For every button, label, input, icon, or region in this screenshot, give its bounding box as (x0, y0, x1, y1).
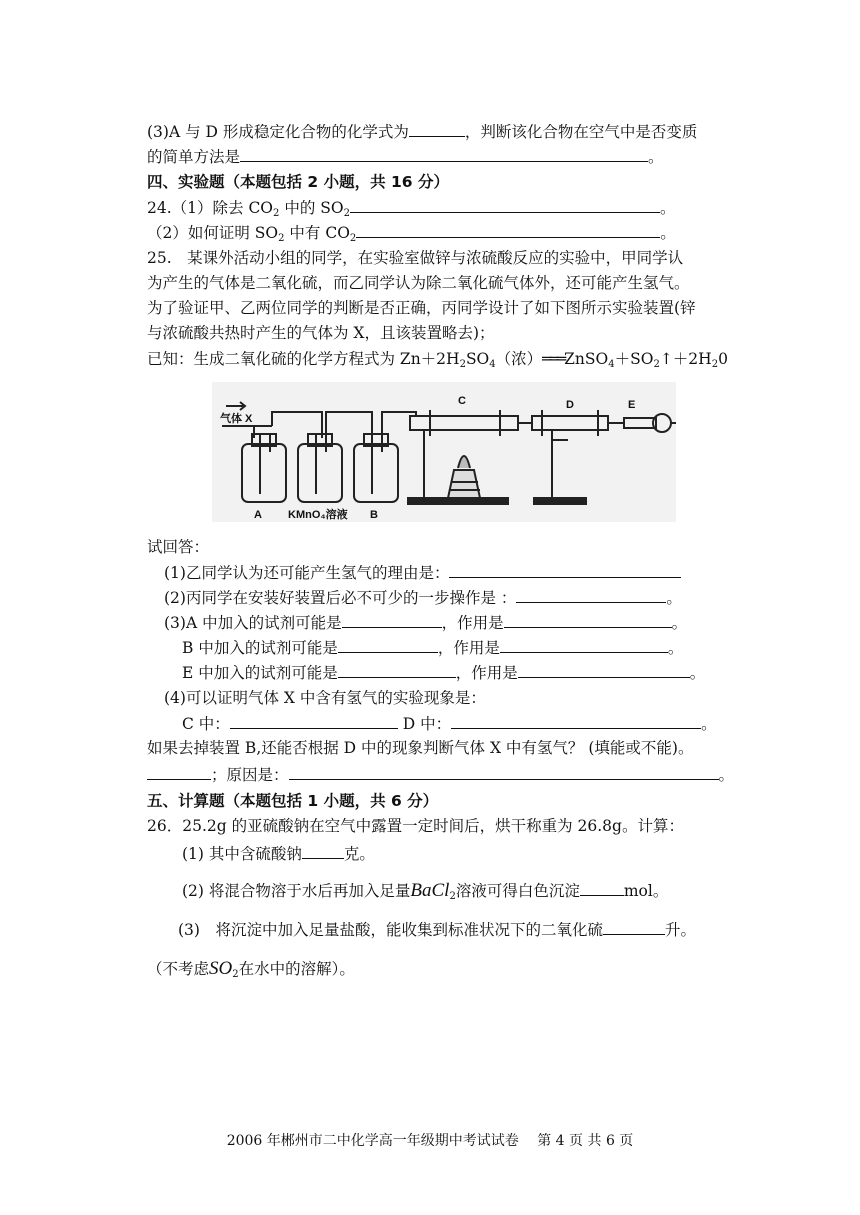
q26-part1: (1) 其中含硫酸钠 克。 (182, 845, 375, 863)
q26-note: （不考虑$SO_2$在水中的溶解）。 (147, 958, 355, 980)
q25-sub4-answers: C 中： D 中： 。 (182, 715, 717, 733)
answer-blank[interactable] (147, 764, 211, 780)
answer-blank[interactable] (342, 612, 442, 628)
answer-blank[interactable] (500, 637, 668, 653)
answer-blank[interactable] (230, 713, 398, 729)
fig-label-c: C (458, 395, 466, 407)
answer-blank[interactable] (289, 764, 719, 780)
q25-sub5: 如果去掉装置 B,还能否根据 D 中的现象判断气体 X 中有氢气？ (填能或不能)。 (147, 739, 694, 757)
answer-blank[interactable] (350, 197, 660, 213)
answer-intro: 试回答： (147, 538, 210, 556)
answer-blank[interactable] (338, 662, 456, 678)
fig-label-gas-x: 气体 X (220, 413, 253, 425)
q25-para-line2: 为产生的气体是二氧化硫，而乙同学认为除二氧化硫气体外，还可能产生氢气。 (147, 274, 690, 292)
q25-sub4: (4)可以证明气体 X 中含有氢气的实验现象是： (164, 689, 486, 707)
reaction-arrow: ═══ (542, 350, 565, 368)
q24-line1: 24.（1）除去 $CO_2$ 中的 $SO_2$ 。 (147, 199, 676, 219)
q25-sub3a: (3)A 中加入的试剂可能是 ，作用是 。 (164, 614, 688, 632)
answer-blank[interactable] (240, 146, 648, 162)
q26-intro: 26．25.2g 的亚硫酸钠在空气中露置一定时间后，烘干称重为 26.8g。计算： (147, 817, 684, 835)
q25-sub1: (1)乙同学认为还可能产生氢气的理由是： (164, 562, 681, 583)
q26-part2: (2) 将混合物溶于水后再加入足量BaCl$_2$溶液可得白色沉淀 mol。 (182, 880, 669, 902)
fig-label-b: B (370, 509, 378, 521)
q25-sub2: (2)丙同学在安装好装置后必不可少的一步操作是 ： 。 (164, 589, 682, 607)
q25-para-line4: 与浓硫酸共热时产生的气体为 X，且该装置略去)； (147, 324, 495, 342)
fig-label-kmno4: KMnO₄溶液 (288, 509, 348, 521)
answer-blank[interactable] (504, 612, 672, 628)
section-5-title: 五、计算题（本题包括 1 小题，共 6 分） (147, 792, 439, 810)
answer-blank[interactable] (580, 880, 624, 896)
answer-blank[interactable] (409, 121, 465, 137)
q25-equation: 已知：生成二氧化硫的化学方程式为 $Zn+2H_2SO_4$（浓）$═══ZnSO_4+SO_2↑+2H_20$ (147, 350, 728, 370)
q25-para-line1: 25. 某课外活动小组的同学，在实验室做锌与浓硫酸反应的实验中，甲同学认 (147, 249, 684, 267)
page-footer: 2006 年郴州市二中化学高一年级期中考试试卷 第 4 页 共 6 页 (226, 1133, 634, 1149)
answer-blank[interactable] (603, 919, 665, 935)
answer-blank[interactable] (338, 637, 438, 653)
q25-para-line3: 为了验证甲、乙两位同学的判断是否正确，丙同学设计了如下图所示实验装置(锌 (147, 299, 696, 317)
answer-blank[interactable] (516, 587, 666, 603)
burner (448, 470, 480, 498)
q25-sub3c: E 中加入的试剂可能是 ，作用是 。 (182, 664, 706, 682)
q23-3-line2: 的简单方法是 。 (147, 148, 664, 166)
q24-line2: （2）如何证明 $SO_2$ 中有 $CO_2$ 。 (147, 224, 676, 244)
fig-label-d: D (566, 399, 574, 411)
answer-blank[interactable] (451, 713, 701, 729)
q26-part3: (3) 将沉淀中加入足量盐酸，能收集到标准状况下的二氧化硫 升。 (178, 921, 696, 939)
q25-sub3b: B 中加入的试剂可能是 ，作用是 。 (182, 639, 684, 657)
answer-blank[interactable] (518, 662, 690, 678)
q23-3-line1: (3)A 与 D 形成稳定化合物的化学式为 ，判断该化合物在空气中是否变质 (147, 123, 698, 141)
section-4-title: 四、实验题（本题包括 2 小题，共 16 分） (147, 173, 449, 191)
fig-label-e: E (628, 399, 636, 411)
fig-label-a: A (254, 509, 262, 521)
experiment-apparatus-figure (212, 382, 676, 522)
q25-sub6: ；原因是： 。 (147, 764, 734, 785)
answer-blank[interactable] (449, 562, 681, 578)
answer-blank[interactable] (356, 222, 660, 238)
answer-blank[interactable] (302, 843, 344, 859)
